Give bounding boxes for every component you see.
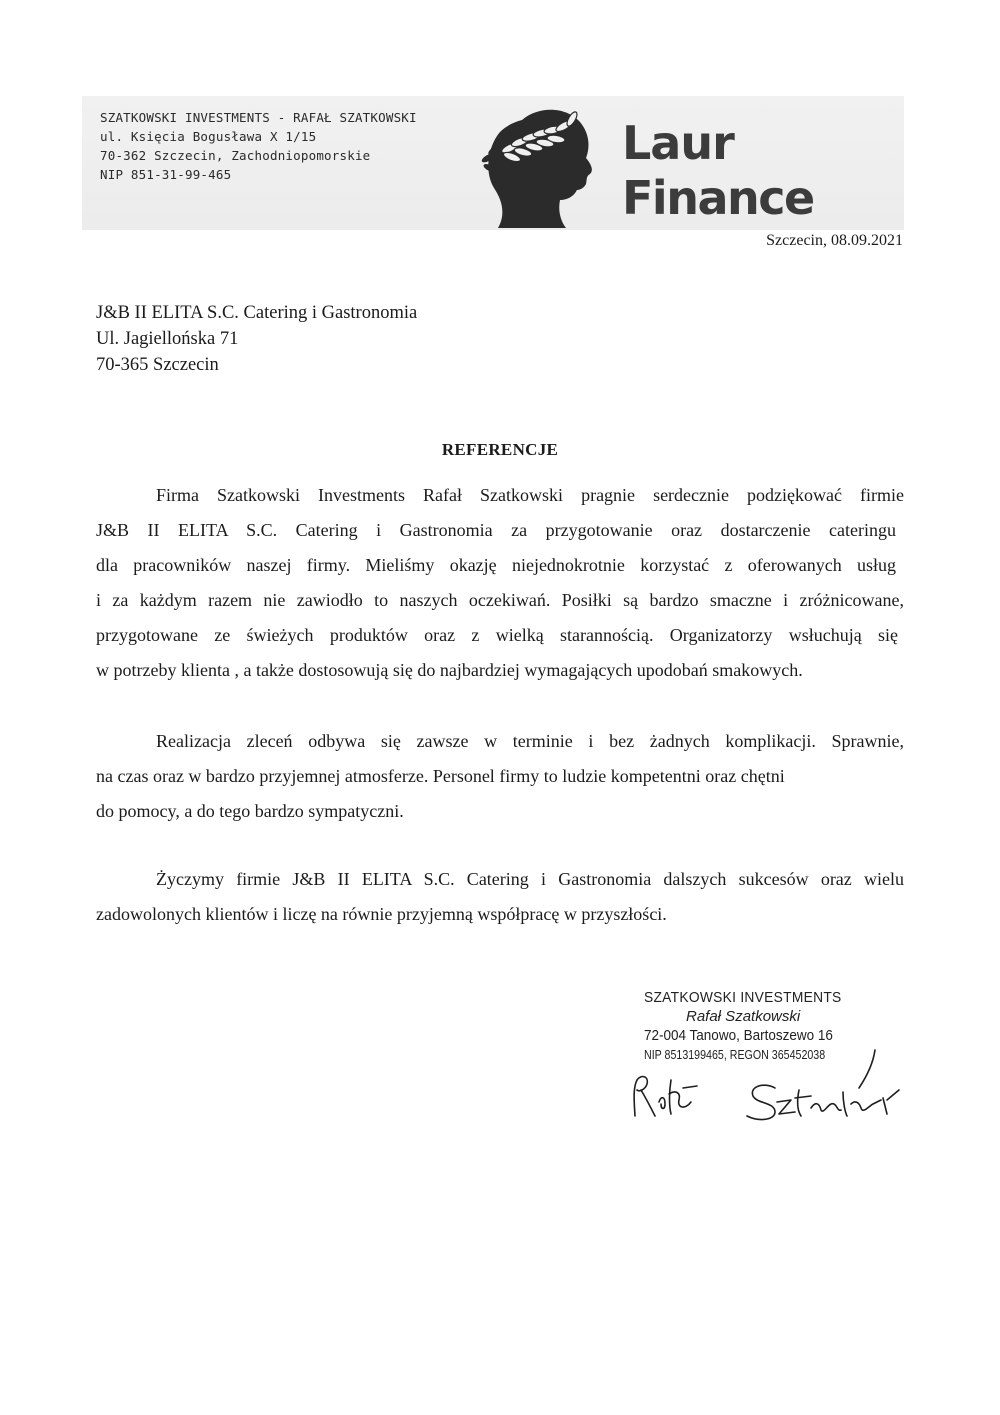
recipient-street: Ul. Jagiellońska 71 [96,329,239,349]
stamp-address: 72-004 Tanowo, Bartoszewo 16 [644,1027,833,1044]
stamp-ids: NIP 8513199465, REGON 365452038 [644,1047,826,1062]
sender-company: SZATKOWSKI INVESTMENTS - RAFAŁ SZATKOWSKI [100,110,417,125]
document-title: REFERENCJE [441,440,559,459]
stamp-company: SZATKOWSKI INVESTMENTS [644,989,842,1006]
recipient-name: J&B II ELITA S.C. Catering i Gastronomia [96,303,418,323]
sender-street: ul. Księcia Bogusława X 1/15 [100,129,317,144]
sender-address [100,108,417,184]
paragraph-1 [96,478,904,688]
handwritten-signature [625,1030,905,1130]
paragraph-line: przygotowane ze świeżych produktów oraz z wielką starannością. Organizatorzy wsłuchują się [96,625,898,645]
letter-date: Szczecin, 08.09.2021 [766,232,903,249]
paragraph-line: Realizacja zleceń odbywa się zawsze w terminie i bez żadnych komplikacji. Sprawnie, [156,731,904,751]
paragraph-line: Firma Szatkowski Investments Rafał Szatkowski pragnie serdecznie podziękować firmie [156,485,904,505]
paragraph-line: Życzymy firmie J&B II ELITA S.C. Catering i Gastronomia dalszych sukcesów oraz wielu [156,869,904,889]
paragraph-line: J&B II ELITA S.C. Catering i Gastronomia za przygotowanie oraz dostarczenie cateringu [96,520,896,540]
paragraph-2 [96,724,904,829]
logo-wordmark [622,118,814,228]
sender-city: 70-362 Szczecin, Zachodniopomorskie [100,148,371,163]
paragraph-line: w potrzeby klienta , a także dostosowują się do najbardziej wymagających upodobań smakowych. [96,660,803,680]
paragraph-3 [96,862,904,932]
stamp-owner: Rafał Szatkowski [686,1008,801,1025]
logo-line-2: Finance [622,171,814,225]
paragraph-line: zadowolonych klientów i liczę na równie przyjemną współpracę w przyszłości. [96,904,667,924]
paragraph-line: do pomocy, a do tego bardzo sympatyczni. [96,801,404,821]
paragraph-line: i za każdym razem nie zawiodło to naszych oczekiwań. Posiłki są bardzo smaczne i zróżnicowane, [96,590,904,610]
logo-line-1: Laur [622,116,734,170]
paragraph-line: dla pracowników naszej firmy. Mieliśmy okazję niejednokrotnie korzystać z oferowanych usług [96,555,896,575]
laurel-woman-profile-icon [480,102,602,228]
paragraph-line: na czas oraz w bardzo przyjemnej atmosferze. Personel firmy to ludzie kompetentni oraz chętni [96,766,785,786]
sender-nip: NIP 851-31-99-465 [100,167,232,182]
recipient-city: 70-365 Szczecin [96,355,219,375]
letterhead [82,96,904,230]
recipient-address [96,300,417,378]
